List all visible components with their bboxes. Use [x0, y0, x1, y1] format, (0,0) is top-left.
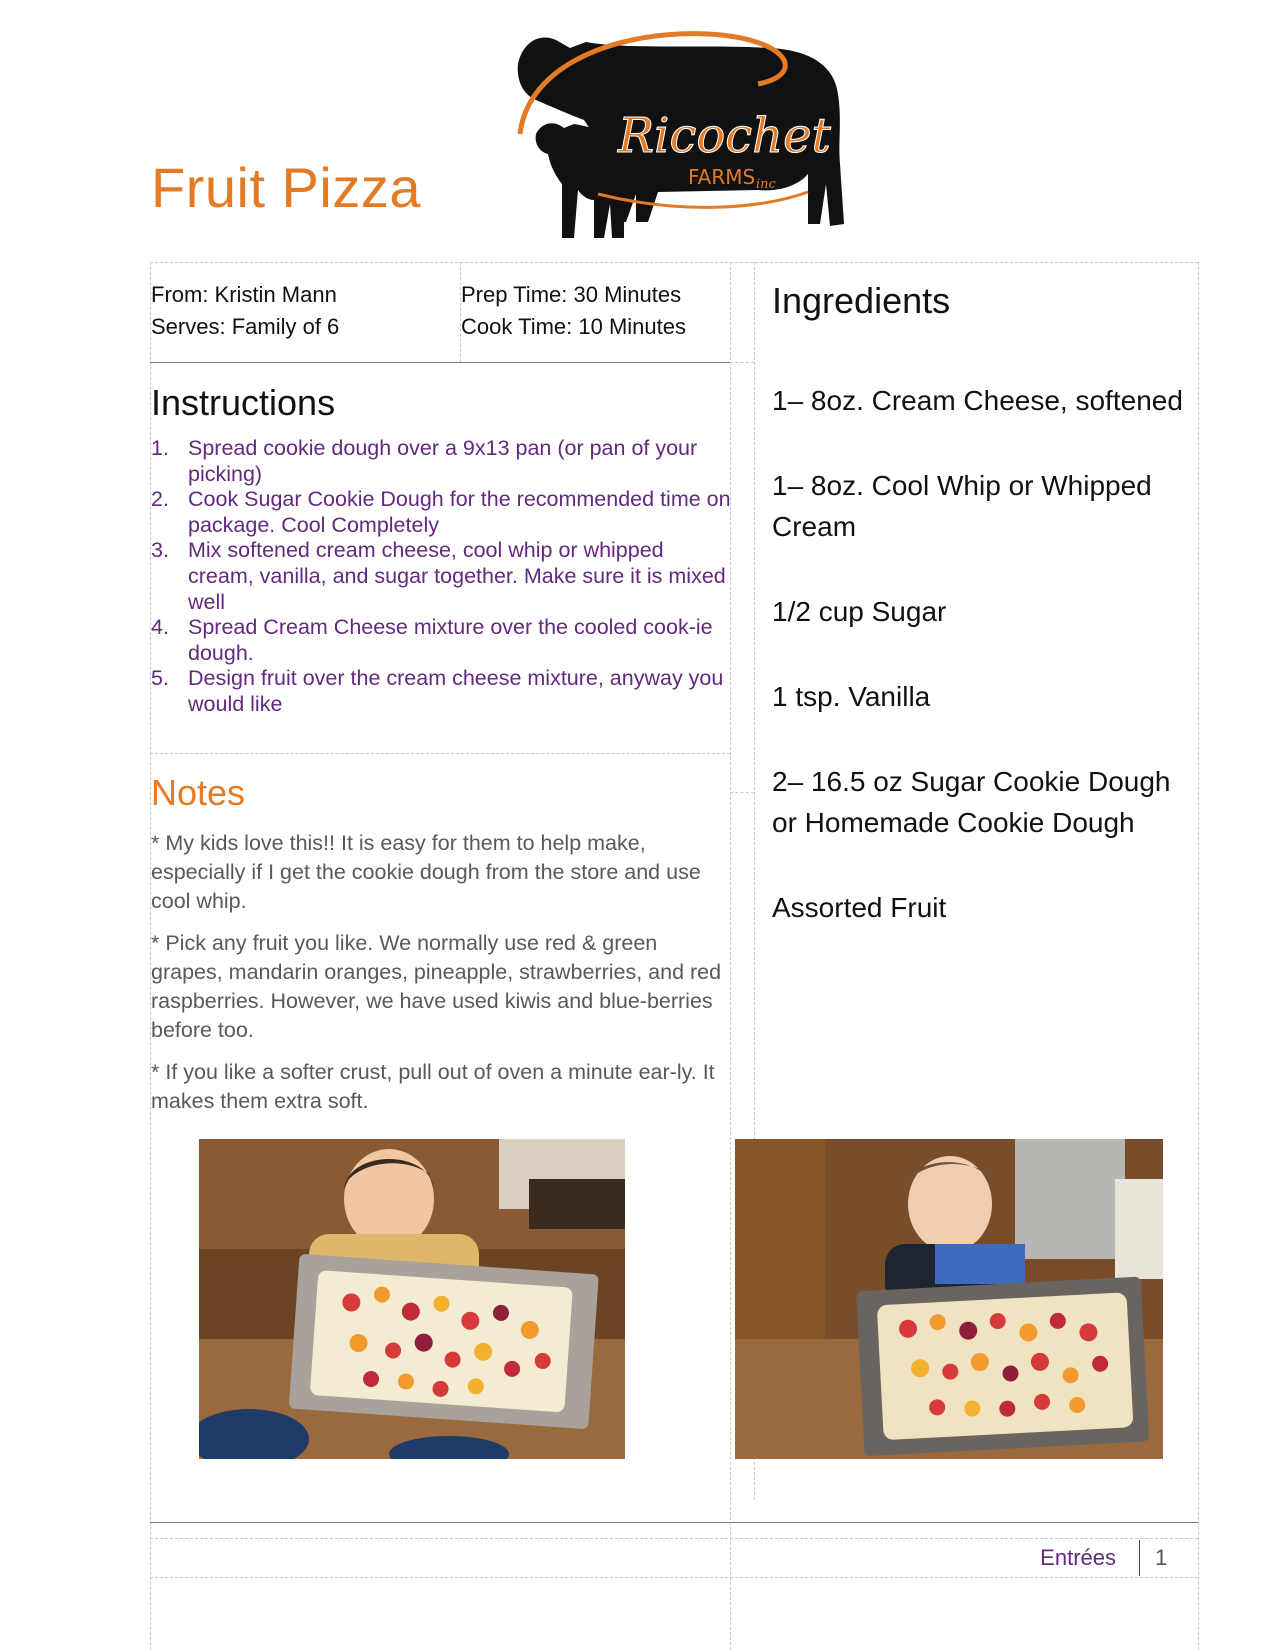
meta-right	[461, 279, 686, 343]
instructions-list	[151, 436, 731, 718]
meta-left	[151, 279, 339, 343]
ingredient-item: Assorted Fruit	[772, 892, 947, 923]
footer-rule	[150, 1522, 1198, 1523]
step-number: 2.	[151, 487, 169, 512]
gutter-tick-1	[730, 362, 754, 363]
step-text: Design fruit over the cream cheese mixture, anyway you would like	[188, 666, 724, 716]
note-paragraph: * Pick any fruit you like. We normally use red & green grapes, mandarin oranges, pineapple, strawberries, and red raspberries. However, we have used kiwis and blue-berries before too.	[151, 931, 722, 1042]
instruction-step	[151, 615, 731, 666]
step-number: 3.	[151, 538, 169, 563]
meta-serves: Serves: Family of 6	[151, 314, 340, 339]
page-title: Fruit Pizza	[151, 156, 421, 219]
meta-prep-time: Prep Time: 30 Minutes	[461, 282, 682, 307]
logo-brand-text: Ricochet	[618, 108, 831, 164]
step-text: Spread cookie dough over a 9x13 pan (or pan of your picking)	[188, 436, 698, 486]
logo-inc-text: inc	[756, 177, 776, 192]
footer-border-bottom	[150, 1577, 1198, 1578]
logo-farms-text: FARMS	[688, 165, 756, 189]
footer-separator	[1139, 1540, 1140, 1576]
meta-cook-time: Cook Time: 10 Minutes	[461, 314, 686, 339]
note-paragraph: * My kids love this!! It is easy for them to help make, especially if I get the cookie dough from the store and use cool whip.	[151, 831, 701, 913]
instruction-step	[151, 436, 731, 487]
instruction-step	[151, 666, 731, 717]
ingredients-list	[772, 380, 1202, 972]
photo-child-with-fruit-pizza-2	[735, 1139, 1163, 1459]
step-text: Cook Sugar Cookie Dough for the recommended time on package. Cool Completely	[188, 487, 731, 537]
ingredient-item: 1 tsp. Vanilla	[772, 681, 931, 712]
step-number: 1.	[151, 436, 169, 460]
ingredient-item: 1/2 cup Sugar	[772, 596, 947, 627]
ingredient-item: 1– 8oz. Cream Cheese, softened	[772, 385, 1183, 416]
note-paragraph: * If you like a softer crust, pull out of oven a minute ear-ly. It makes them extra soft.	[151, 1060, 715, 1113]
step-number: 4.	[151, 615, 169, 640]
instructions-heading: Instructions	[151, 382, 336, 423]
ingredients-heading: Ingredients	[772, 280, 951, 321]
instruction-step	[151, 538, 731, 615]
table-border-top	[150, 262, 1198, 263]
footer-border-top	[150, 1538, 1198, 1539]
notes-heading: Notes	[151, 772, 246, 813]
footer-section-label: Entrées	[1040, 1545, 1116, 1570]
meta-from: From: Kristin Mann	[151, 282, 337, 307]
ricochet-farms-logo	[508, 24, 878, 256]
step-text: Spread Cream Cheese mixture over the cooled cook-ie dough.	[188, 615, 713, 665]
ingredient-item: 1– 8oz. Cool Whip or Whipped Cream	[772, 470, 1152, 542]
instruction-step	[151, 487, 731, 538]
page-number: 1	[1155, 1545, 1168, 1570]
meta-underline	[150, 362, 730, 363]
gutter-tick-2	[730, 792, 754, 793]
photo-child-with-fruit-pizza-1	[199, 1139, 625, 1459]
step-text: Mix softened cream cheese, cool whip or whipped cream, vanilla, and sugar together. Make sure it is mixed well	[188, 538, 726, 614]
step-number: 5.	[151, 666, 169, 691]
calf-silhouette	[536, 123, 625, 238]
ingredient-item: 2– 16.5 oz Sugar Cookie Dough or Homemade Cookie Dough	[772, 766, 1171, 838]
notes-body	[151, 829, 731, 1129]
instructions-divider	[150, 753, 730, 754]
